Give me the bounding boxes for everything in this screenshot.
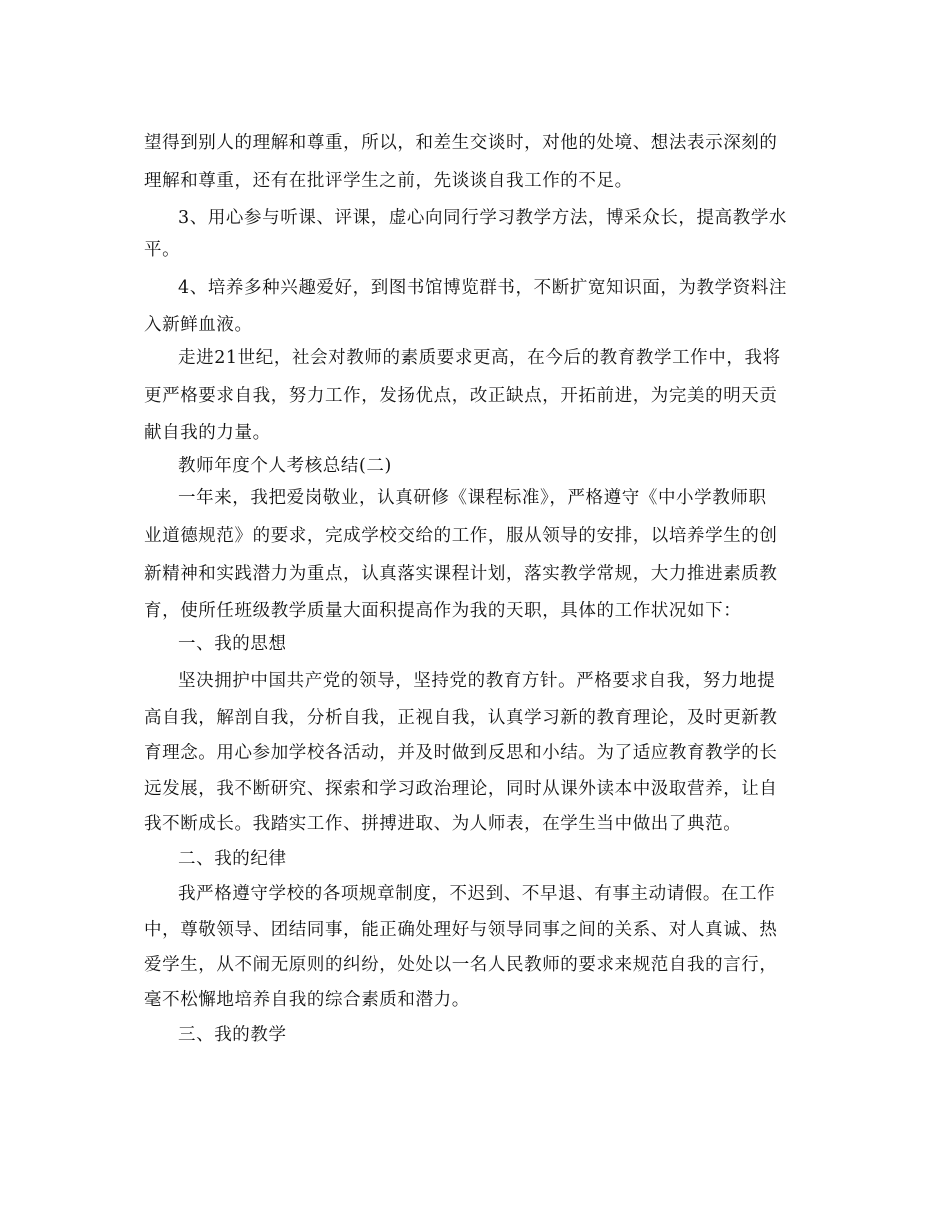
text-line: 我严格遵守学校的各项规章制度，不迟到、不早退、有事主动请假。在工作 — [178, 884, 776, 904]
text-line: 我不断成长。我踏实工作、拼搏进取、为人师表，在学生当中做出了典范。 — [144, 814, 742, 834]
section-heading: 三、我的教学 — [178, 1025, 287, 1045]
text-line: 远发展，我不断研究、探索和学习政治理论，同时从课外读本中汲取营养，让自 — [144, 779, 778, 799]
text-line: 中，尊敬领导、团结同事，能正确处理好与领导同事之间的关系、对人真诚、热 — [144, 920, 778, 940]
text-line: 理解和尊重，还有在批评学生之前，先谈谈自我工作的不足。 — [144, 171, 633, 191]
text-line: 平。 — [144, 240, 181, 260]
text-line: 走进21世纪，社会对教师的素质要求更高，在今后的教育教学工作中，我将 — [178, 348, 781, 368]
text-line: 更严格要求自我，努力工作，发扬优点，改正缺点，开拓前进，为完美的明天贡 — [144, 386, 778, 406]
text-line: 爱学生，从不闹无原则的纠纷，处处以一名人民教师的要求来规范自我的言行， — [144, 955, 778, 975]
text-line: 高自我，解剖自我，分析自我，正视自我，认真学习新的教育理论，及时更新教 — [144, 708, 778, 728]
text-line: 望得到别人的理解和尊重，所以，和差生交谈时，对他的处境、想法表示深刻的 — [144, 133, 778, 153]
text-line: 业道德规范》的要求，完成学校交给的工作，服从领导的安排，以培养学生的创 — [144, 526, 778, 546]
text-line: 坚决拥护中国共产党的领导，坚持党的教育方针。严格要求自我，努力地提 — [178, 671, 776, 691]
text-line: 3、用心参与听课、评课，虚心向同行学习教学方法，博采众长，提高教学水 — [178, 208, 788, 228]
text-line: 一年来，我把爱岗敬业，认真研修《课程标准》，严格遵守《中小学教师职 — [178, 488, 767, 508]
text-line: 新精神和实践潜力为重点，认真落实课程计划，落实教学常规，大力推进素质教 — [144, 564, 778, 584]
section-heading: 教师年度个人考核总结(二) — [178, 456, 392, 476]
text-line: 毫不松懈地培养自我的综合素质和潜力。 — [144, 990, 470, 1010]
section-heading: 一、我的思想 — [178, 634, 287, 654]
text-line: 4、培养多种兴趣爱好，到图书馆博览群书，不断扩宽知识面，为教学资料注 — [178, 278, 788, 298]
text-line: 育理念。用心参加学校各活动，并及时做到反思和小结。为了适应教育教学的长 — [144, 743, 778, 763]
text-line: 育，使所任班级教学质量大面积提高作为我的天职，具体的工作状况如下： — [144, 601, 742, 621]
text-line: 入新鲜血液。 — [144, 315, 253, 335]
section-heading: 二、我的纪律 — [178, 849, 287, 869]
text-line: 献自我的力量。 — [144, 423, 271, 443]
